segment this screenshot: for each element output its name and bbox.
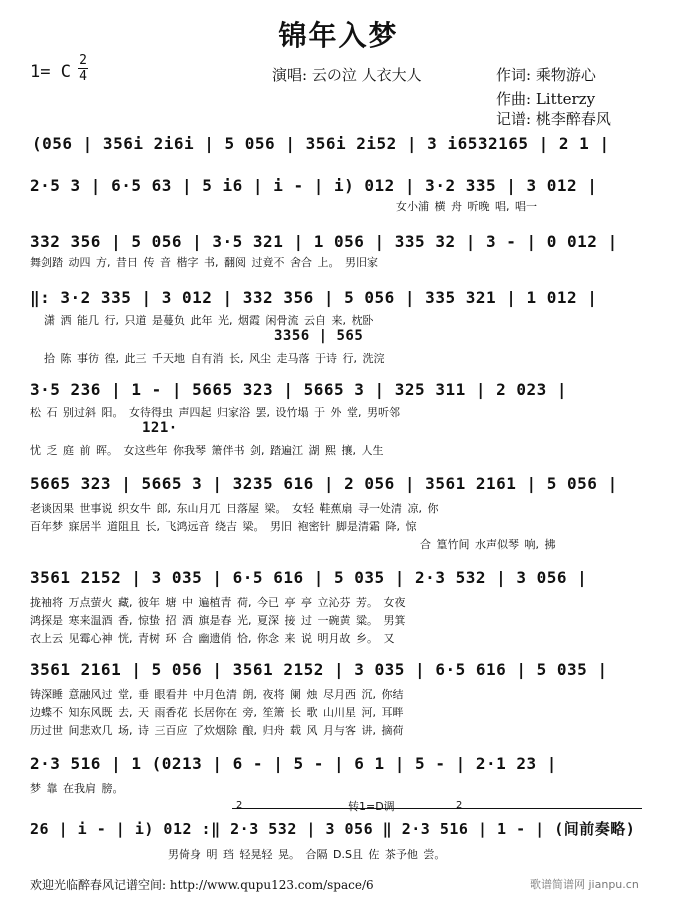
lyrics-row-5a: 松 石 别过斜 阳。 女待得虫 声四起 归家浴 罢, 设竹塌 于 外 堂, 男听邻 — [30, 406, 400, 419]
lyrics-row-5b: 忧 乏 庭 前 晖。 女这些年 你我琴 箫伴书 剑, 踏遍江 湖 熙 攘, 人生 — [30, 444, 384, 457]
score-row-6: 5665 323 | 5665 3 | 3235 616 | 2 056 | 3561 2161 | 5 056 | — [30, 474, 618, 493]
lyrics-row-6a: 老谈因果 世事说 织女牛 郎, 东山月兀 日落屋 梁。 女轻 鞋蕉扇 寻一处清 凉, 你 — [30, 502, 439, 515]
volta-marker-2: 2 — [456, 800, 463, 811]
lyrics-row-8a: 铸深睡 意融风过 堂, 垂 眼看井 中月色清 朗, 夜将 阑 烛 尽月西 沉, 你结 — [30, 688, 404, 701]
time-sig-top: 2 — [79, 53, 87, 68]
volta-marker-1: 2 — [236, 800, 243, 811]
composer-credit: 作曲: Litterzy — [496, 90, 596, 108]
score-row-8: 3561 2161 | 5 056 | 3561 2152 | 3 035 | 6·5 616 | 5 035 | — [30, 660, 608, 679]
score-row-1: (056 | 356i 2i6i | 5 056 | 356i 2i52 | 3 i6532165 | 2 1 | — [32, 134, 610, 153]
lyrics-row-6b: 百年梦 寐居半 道阻且 长, 飞鸿远音 绕吉 梁。 男旧 袍密针 脚是清霜 降, 惊 — [30, 520, 417, 533]
volta-bracket — [232, 808, 642, 809]
lyrics-row-7b: 鸿探是 寒来温酒 香, 惊蛰 招 酒 旗是春 光, 夏深 接 过 一碗黄 粱。 男箕 — [30, 614, 406, 627]
footer-link-text: 欢迎光临醉春风记谱空间: http://www.qupu123.com/space/6 — [30, 878, 374, 892]
song-title: 锦年入梦 — [278, 19, 399, 52]
lyrics-row-7c: 衣上云 见霉心神 恍, 青树 环 合 幽遗俏 恰, 你念 来 说 明月故 乡。 又 — [30, 632, 395, 645]
score-row-9: 2·3 516 | 1 (0213 | 6 - | 5 - | 6 1 | 5 - | 2·1 23 | — [30, 754, 557, 773]
alt-notes-row-5: 121· — [142, 420, 178, 436]
singer-credit: 演唱: 云の泣 人衣大人 — [272, 66, 422, 84]
score-row-4: ‖: 3·2 335 | 3 012 | 332 356 | 5 056 | 335 321 | 1 012 | — [30, 288, 598, 307]
key-signature: 1= C — [30, 62, 71, 82]
lyrics-row-9: 梦 靠 在我肩 膀。 — [30, 782, 124, 795]
alt-notes-row-4: 3356 | 565 — [274, 328, 364, 344]
score-row-7: 3561 2152 | 3 035 | 6·5 616 | 5 035 | 2·3 532 | 3 056 | — [30, 568, 588, 587]
score-row-2: 2·5 3 | 6·5 63 | 5 i6 | i - | i) 012 | 3·2 335 | 3 012 | — [30, 176, 598, 195]
time-sig-bottom: 4 — [79, 69, 87, 84]
lyrics-row-2: 女小浦 横 舟 听晚 唱, 唱一 — [396, 200, 537, 213]
lyrics-row-6c: 合 篁竹间 水声似琴 响, 拂 — [420, 538, 556, 551]
lyricist-credit: 作词: 乘物游心 — [496, 66, 596, 84]
lyrics-row-8b: 边蝶不 知东风既 去, 天 雨香花 长居你在 旁, 笙箫 长 歌 山川星 河, 耳畔 — [30, 706, 404, 719]
lyrics-row-4b: 拾 陈 事彷 徨, 此三 千天地 自有消 长, 风尘 走马落 于诗 行, 洗浣 — [44, 352, 385, 365]
lyrics-row-10: 男倚身 明 珰 轻晃轻 晃。 合隔 D.S且 佐 茶予他 尝。 — [168, 848, 446, 861]
lyrics-row-4a: 潇 洒 能几 行, 只道 是蔓负 此年 光, 烟霞 闲骨流 云自 来, 枕卧 — [44, 314, 374, 327]
time-signature — [78, 54, 88, 83]
score-row-10: 26 | i - | i) 012 :‖ 2·3 532 | 3 056 ‖ 2·3 516 | 1 - | (间前奏略) — [30, 820, 636, 838]
lyrics-row-8c: 历过世 间悲欢几 场, 诗 三百应 了炊烟除 酿, 归舟 载 风 月与客 讲, 摘荷 — [30, 724, 404, 737]
score-row-3: 332 356 | 5 056 | 3·5 321 | 1 056 | 335 32 | 3 - | 0 012 | — [30, 232, 618, 251]
lyrics-row-3: 舞剑踏 动四 方, 昔日 传 音 楷字 书, 翻阅 过竟不 舍合 上。 男旧家 — [30, 256, 378, 269]
score-row-5: 3·5 236 | 1 - | 5665 323 | 5665 3 | 325 311 | 2 023 | — [30, 380, 568, 399]
modulation-mark: 转1=D调 — [348, 800, 395, 813]
lyrics-row-7a: 拢袖将 万点萤火 藏, 彼年 塘 中 遍植青 荷, 今已 亭 亭 立沁芬 芳。 女夜 — [30, 596, 406, 609]
watermark: 歌谱简谱网 jianpu.cn — [530, 878, 639, 891]
transcriber-credit: 记谱: 桃李醉春风 — [496, 110, 611, 128]
